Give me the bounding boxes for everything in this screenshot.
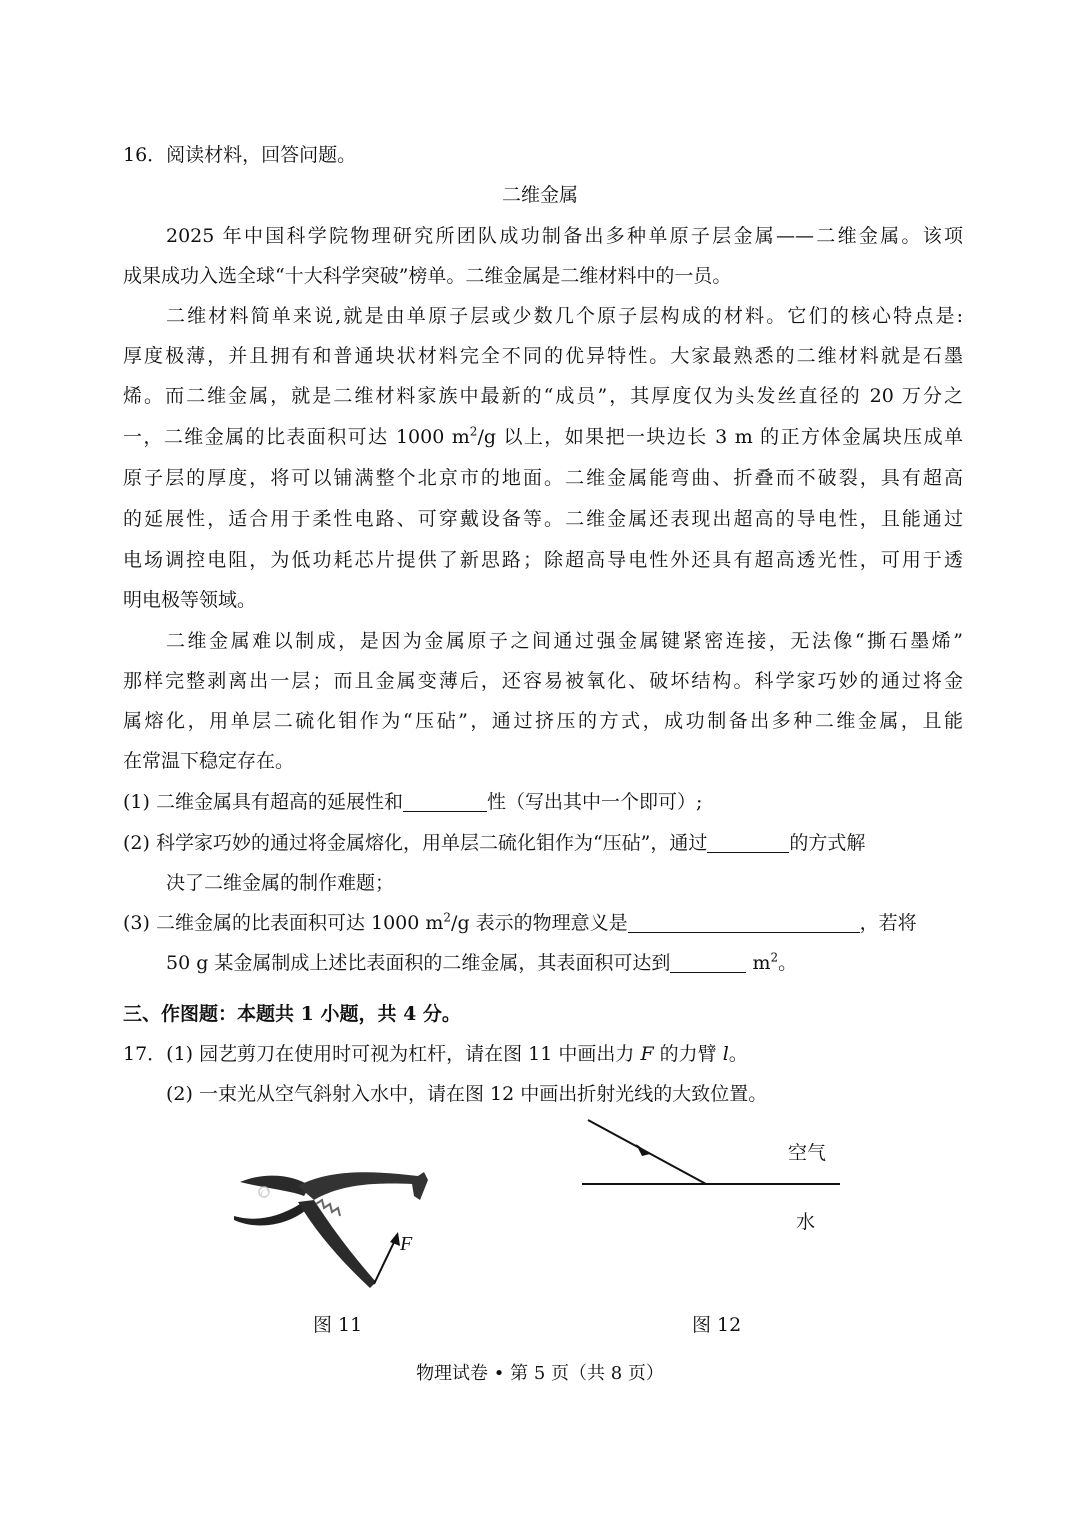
page-footer: 物理试卷 • 第 5 页（共 8 页） (416, 1363, 664, 1384)
shears-lower-handle (298, 1200, 376, 1288)
q17-force-symbol: F (640, 1043, 654, 1065)
para2-line2: 厚度极薄，并且拥有和普通块状材料完全不同的优异特性。大家最熟悉的二维材料就是石墨 (123, 345, 963, 367)
para2-line4-a: 一，二维金属的比表面积可达 1000 m (123, 426, 470, 448)
figure-11-caption: 图 11 (313, 1314, 363, 1336)
q17-line1-mid: 的力臂 (653, 1043, 723, 1065)
sub3-line2-prefix: 50 g 某金属制成上述比表面积的二维金属，其表面积可达到 (166, 952, 671, 974)
q17-line2: (2) 一束光从空气斜射入水中，请在图 12 中画出折射光线的大致位置。 (166, 1083, 768, 1105)
sub3-area-blank[interactable] (670, 952, 746, 973)
q16-sub3 (123, 909, 963, 937)
q17-line1-end: 。 (728, 1043, 748, 1065)
sub1-answer-blank[interactable] (403, 791, 487, 812)
q16-sub2-line2: 决了二维金属的制作难题； (166, 872, 395, 894)
sub2-prefix: (2) 科学家巧妙的通过将金属熔化，用单层二硫化钼作为“压砧”，通过 (123, 832, 708, 854)
sub3-end: 。 (778, 952, 798, 974)
force-arrow-head (390, 1232, 400, 1246)
q17-line1 (123, 1040, 963, 1068)
force-arrow-line (374, 1238, 396, 1284)
sub2-suffix: 的方式解 (789, 832, 866, 854)
para3-line3: 属熔化，用单层二硫化钼作为“压砧”，通过挤压的方式，成功制备出多种二维金属，且能 (123, 710, 963, 732)
q16-sub3-line2 (166, 949, 963, 977)
sub3-unit: m (752, 952, 771, 974)
para3-line2: 那样完整剥离出一层；而且金属变薄后，还容易被氧化、破坏结构。科学家巧妙的通过将金 (123, 670, 963, 692)
para2-line8: 明电极等领域。 (123, 589, 257, 611)
para1-line2: 成果成功入选全球“十大科学突破”榜单。二维金属是二维材料中的一员。 (123, 265, 732, 287)
article-title: 二维金属 (501, 184, 578, 206)
shears-lower-blade (234, 1204, 306, 1225)
q16-sub1 (123, 788, 963, 816)
figure-11-shears[interactable] (228, 1160, 448, 1300)
q17-line1-prefix: 17．(1) 园艺剪刀在使用时可视为杠杆，请在图 11 中画出力 (123, 1043, 641, 1065)
air-label: 空气 (788, 1142, 827, 1164)
sub3-unit-sup: 2 (770, 950, 779, 965)
sub1-suffix: 性（写出其中一个即可）; (486, 791, 703, 813)
q17-arm-symbol: l (722, 1043, 729, 1065)
sub3-sup: 2 (443, 910, 452, 925)
shears-upper-handle (298, 1172, 428, 1200)
sub3-meaning-blank[interactable] (628, 912, 860, 933)
para2-line1: 二维材料简单来说,就是由单原子层或少数几个原子层构成的材料。它们的核心特点是: (166, 305, 963, 327)
para1-line1: 2025 年中国科学院物理研究所团队成功制备出多种单原子层金属——二维金属。该项 (166, 225, 963, 247)
para2-line3: 烯。而二维金属，就是二维材料家族中最新的“成员”，其厚度仅为头发丝直径的 20 万分之 (123, 385, 963, 407)
para2-line6: 的延展性，适合用于柔性电路、可穿戴设备等。二维金属还表现出超高的导电性，且能通过 (123, 508, 963, 530)
q16-heading: 16．阅读材料，回答问题。 (123, 144, 357, 166)
force-label: F (400, 1233, 413, 1255)
para2-line4-sup: 2 (469, 424, 478, 439)
para3-line4: 在常温下稳定存在。 (123, 750, 295, 772)
incident-ray-arrow (636, 1144, 650, 1156)
figure-12-refraction[interactable] (578, 1114, 848, 1244)
sub3-prefix: (3) 二维金属的比表面积可达 1000 m (123, 912, 444, 934)
para2-line5: 原子层的厚度，将可以铺满整个北京市的地面。二维金属能弯曲、折叠而不破裂，具有超高 (123, 467, 963, 489)
para2-line4 (123, 423, 963, 451)
figure-12-caption: 图 12 (692, 1314, 742, 1336)
pivot-label: O (260, 1186, 270, 1201)
para2-line4-b: /g 以上，如果把一块边长 3 m 的正方体金属块压成单 (477, 426, 963, 448)
water-label: 水 (796, 1211, 816, 1233)
sub3-suffix: ，若将 (859, 912, 917, 934)
para2-line7: 电场调控电阻，为低功耗芯片提供了新思路；除超高导电性外还具有超高透光性，可用于透 (123, 549, 963, 571)
sub2-answer-blank[interactable] (707, 832, 789, 853)
q16-sub2 (123, 829, 963, 857)
section3-heading: 三、作图题：本题共 1 小题，共 4 分。 (123, 1003, 461, 1025)
para3-line1: 二维金属难以制成，是因为金属原子之间通过强金属键紧密连接，无法像“撕石墨烯” (166, 630, 963, 652)
sub1-prefix: (1) 二维金属具有超高的延展性和 (123, 791, 403, 813)
sub3-mid: /g 表示的物理意义是 (451, 912, 628, 934)
